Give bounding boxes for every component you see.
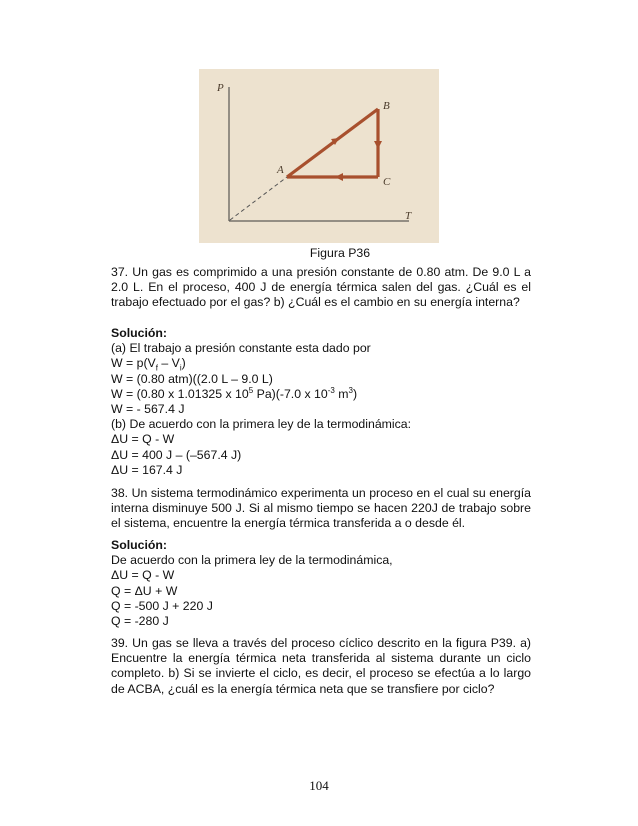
exponent: 3: [348, 385, 353, 395]
axis-label-t: T: [405, 210, 412, 222]
point-label-c: C: [383, 176, 391, 188]
solution-line: ΔU = Q - W: [111, 432, 175, 447]
formula-part: Pa)(-7.0 x 10: [253, 386, 328, 401]
figure-p36: [199, 69, 439, 243]
problem-39-statement: 39. Un gas se lleva a través del proceso cíclico descrito en la figura P39. a) Encuentre la energía térmica neta transferida al sistema durante un ciclo completo. b) Si se invierte el ciclo, es decir, el proceso se efectúa a lo largo de ACBA, ¿cuál es la energía térmica neta que se transfiere por ciclo?: [111, 636, 531, 696]
solution-line: ΔU = 400 J – (–567.4 J): [111, 447, 242, 462]
solution-label: Solución:: [111, 538, 168, 552]
arrow-c-a: [335, 173, 343, 181]
exponent: -3: [327, 385, 335, 395]
subscript-i: i: [179, 363, 182, 373]
solution-label: Solución:: [111, 326, 168, 340]
dashed-extension: [230, 177, 287, 220]
arrow-b-c: [374, 141, 382, 149]
problem-37-statement: 37. Un gas es comprimido a una presión constante de 0.80 atm. De 9.0 L a 2.0 L. En el proceso, 400 J de energía térmica salen del gas. ¿Cuál es el trabajo efectuado por el gas? b) ¿Cuál es el cambio en su energía interna?: [111, 265, 531, 310]
subscript-f: f: [155, 363, 158, 373]
formula-part: W = (0.80 x 1.01325 x 10: [111, 386, 249, 401]
solution-line: Q = ΔU + W: [111, 583, 178, 598]
solution-line: (b) De acuerdo con la primera ley de la termodinámica:: [111, 417, 412, 432]
formula-part: ): [352, 386, 358, 401]
formula-part: ): [181, 356, 186, 371]
problem-38-statement: 38. Un sistema termodinámico experimenta un proceso en el cual su energía interna disminuye 500 J. Si al mismo tiempo se hacen 220J de trabajo sobre el sistema, encuentre la energía térmica transferida a o desde él.: [111, 486, 531, 531]
formula-work: [111, 356, 531, 371]
problem-37-solution: [111, 326, 531, 478]
solution-line: ΔU = Q - W: [111, 568, 175, 583]
solution-line: W = (0.80 atm)((2.0 L – 9.0 L): [111, 371, 273, 386]
solution-line: W = - 567.4 J: [111, 402, 185, 417]
pt-diagram: [199, 69, 439, 243]
solution-line: Q = -500 J + 220 J: [111, 598, 213, 613]
path-a-b: [287, 109, 378, 177]
solution-line: Q = -280 J: [111, 614, 169, 629]
exponent: 5: [248, 385, 254, 395]
problem-38-solution: [111, 538, 531, 629]
formula-part: m: [334, 386, 349, 401]
formula-part: – V: [158, 356, 180, 371]
solution-line: (a) El trabajo a presión constante esta dado por: [111, 341, 371, 356]
axis-label-p: P: [217, 82, 224, 94]
point-label-a: A: [277, 164, 284, 176]
page-number: 104: [309, 778, 329, 793]
solution-line: ΔU = 167.4 J: [111, 462, 183, 477]
solution-line: De acuerdo con la primera ley de la termodinámica,: [111, 553, 393, 568]
formula-part: W = p(V: [111, 356, 156, 371]
figure-caption: Figura P36: [309, 246, 371, 260]
point-label-b: B: [383, 100, 390, 112]
formula-si-units: [111, 387, 531, 402]
